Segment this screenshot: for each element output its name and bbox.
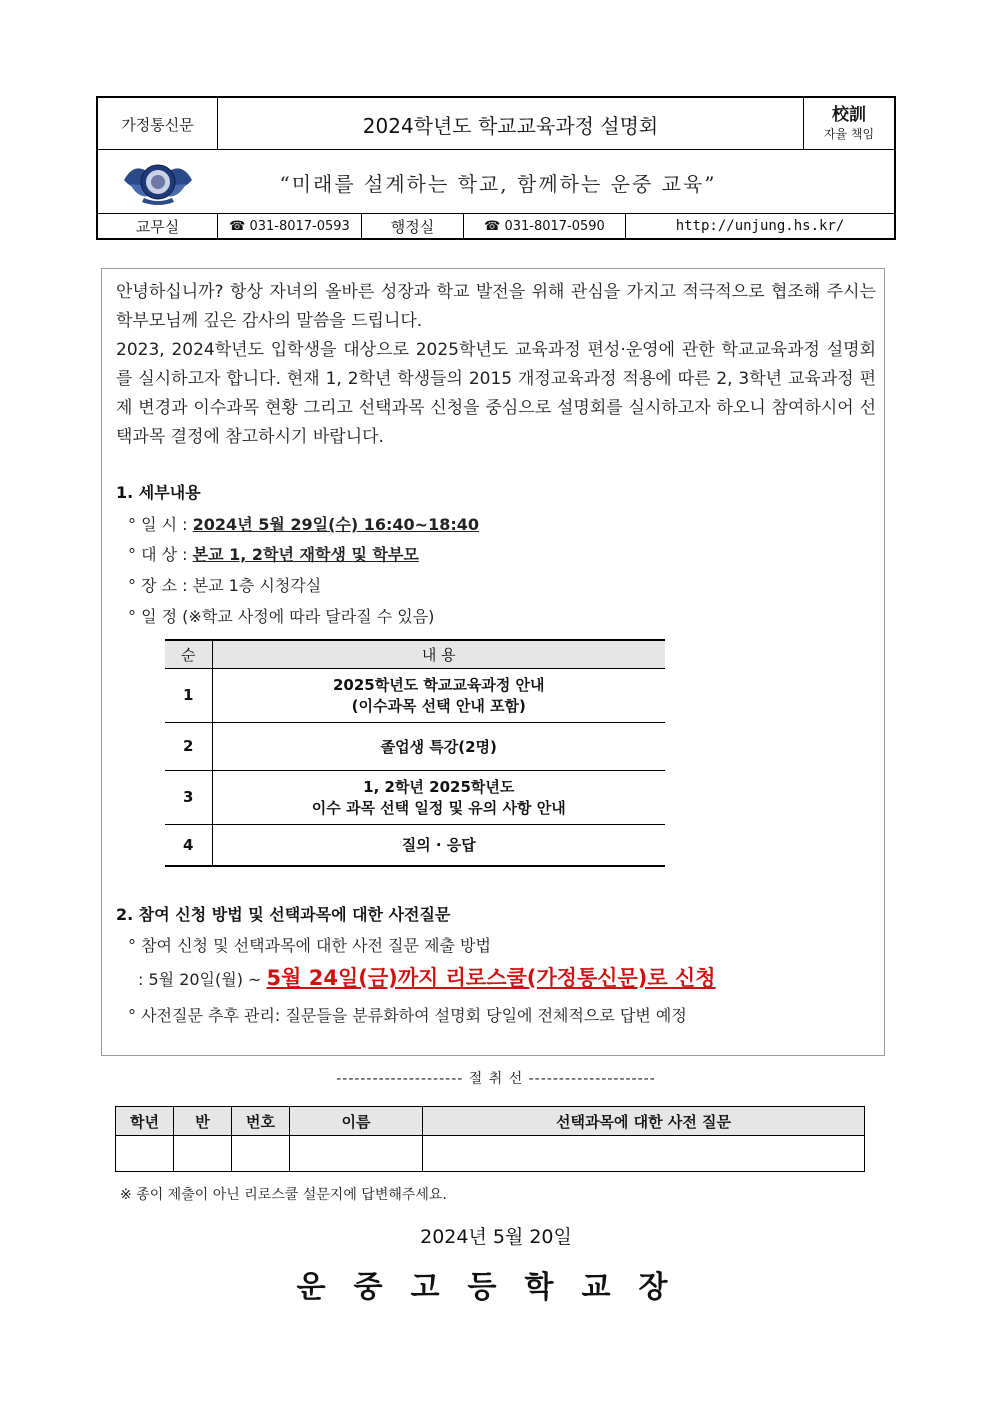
office2-phone: ☎ 031-8017-0590 — [464, 214, 626, 238]
table-row — [165, 668, 665, 722]
school-motto — [804, 98, 894, 150]
answer-header-row — [116, 1107, 865, 1136]
column-header-name: 이름 — [290, 1107, 423, 1136]
row-number: 2 — [165, 722, 212, 770]
section-2-heading: 2. 참여 신청 방법 및 선택과목에 대한 사전질문 — [116, 905, 451, 924]
row-content-line1: 2025학년도 학교교육과정 안내 — [332, 676, 545, 694]
document-type: 가정통신문 — [98, 98, 218, 150]
submission-note: ※ 종이 제출이 아닌 리로스쿨 설문지에 답변해주세요. — [120, 1187, 447, 1203]
grade-cell[interactable] — [116, 1136, 174, 1172]
target-item — [128, 542, 419, 565]
period-highlight: 5월 24일(금)까지 리로스쿨(가정통신문)로 신청 — [266, 966, 716, 990]
column-header-question: 선택과목에 대한 사전 질문 — [423, 1107, 865, 1136]
school-emblem-icon — [120, 154, 196, 210]
question-cell[interactable] — [423, 1136, 865, 1172]
target-value: 본교 1, 2학년 재학생 및 학부모 — [192, 545, 419, 564]
number-cell[interactable] — [232, 1136, 290, 1172]
row-content — [212, 770, 665, 824]
school-website-link[interactable]: http://unjung.hs.kr/ — [675, 218, 845, 234]
answer-input-row — [116, 1136, 865, 1172]
intro-paragraph-1: 안녕하십니까? 항상 자녀의 올바른 성장과 학교 발전을 위해 관심을 가지고 적극적으로 협조해 주시는 학부모님께 깊은 감사의 말씀을 드립니다. — [116, 282, 876, 331]
header-slogan-row — [98, 150, 894, 214]
row-content-line1: 1, 2학년 2025학년도 — [363, 778, 515, 796]
date-item — [128, 512, 479, 535]
office1-label: 교무실 — [98, 214, 218, 238]
document-title: 2024학년도 학교교육과정 설명회 — [218, 98, 804, 150]
class-cell[interactable] — [174, 1136, 232, 1172]
place-label: ° 장 소 : — [128, 576, 193, 595]
place-value: 본교 1층 시청각실 — [192, 576, 322, 595]
row-content-line2: 이수 과목 선택 일정 및 유의 사항 안내 — [311, 799, 566, 817]
office1-phone: ☎ 031-8017-0593 — [218, 214, 362, 238]
row-content-line1: 질의 · 응답 — [401, 836, 476, 855]
school-slogan: “미래를 설계하는 학교, 함께하는 운중 교육” — [279, 171, 717, 196]
application-period — [138, 962, 716, 992]
issue-date: 2024년 5월 20일 — [420, 1226, 572, 1248]
answer-table — [115, 1106, 865, 1172]
table-row — [165, 770, 665, 824]
table-row — [165, 824, 665, 866]
column-header-order: 순 — [165, 640, 212, 668]
followup-item: ° 사전질문 추후 관리: 질문들을 분류화하여 설명회 당일에 전체적으로 답변 예정 — [128, 1006, 687, 1025]
date-value: 2024년 5월 29일(수) 16:40~18:40 — [192, 515, 480, 534]
office2-label: 행정실 — [362, 214, 464, 238]
schedule-table — [165, 639, 665, 867]
place-item — [128, 573, 321, 596]
period-prefix: : 5월 20일(월) ~ — [138, 970, 267, 989]
principal-signature: 운중고등학교장 — [296, 1270, 696, 1305]
row-content-line2: (이수과목 선택 안내 포함) — [351, 697, 526, 715]
row-content — [212, 722, 665, 770]
column-header-content: 내 용 — [212, 640, 665, 668]
target-label: ° 대 상 : — [128, 545, 193, 564]
header-contact-row — [98, 214, 894, 238]
row-content — [212, 824, 665, 866]
header-title-row — [98, 98, 894, 150]
submission-method-item: ° 참여 신청 및 선택과목에 대한 사전 질문 제출 방법 — [128, 936, 491, 955]
motto-title: 校訓 — [832, 105, 866, 125]
schedule-header-row — [165, 640, 665, 668]
row-content-line1: 졸업생 특강(2명) — [380, 737, 497, 756]
date-label: ° 일 시 : — [128, 515, 193, 534]
column-header-grade: 학년 — [116, 1107, 174, 1136]
row-number: 1 — [165, 668, 212, 722]
section-1-heading: 1. 세부내용 — [116, 483, 201, 502]
schedule-label: ° 일 정 (※학교 사정에 따라 달라질 수 있음) — [128, 607, 435, 626]
name-cell[interactable] — [290, 1136, 423, 1172]
letter-header — [96, 96, 896, 240]
cut-line: --------------------- 절 취 선 --------------------- — [336, 1071, 656, 1087]
column-header-number: 번호 — [232, 1107, 290, 1136]
table-row — [165, 722, 665, 770]
row-content — [212, 668, 665, 722]
intro-paragraph-2: 2023, 2024학년도 입학생을 대상으로 2025학년도 교육과정 편성·운영에 관한 학교교육과정 설명회를 실시하고자 합니다. 현재 1, 2학년 학생들의 2015 개정교육과정 적용에 따른 2, 3학년 교육과정 편제 변경과 이수과목 현황 그리고 선택과목 신청을 중심으로 설명회를 실시하고자 하오니 참여하시어 선택과목 결정에 참고하시기 바랍니다. — [116, 340, 876, 447]
motto-text: 자율 책임 — [823, 127, 875, 141]
column-header-class: 반 — [174, 1107, 232, 1136]
row-number: 4 — [165, 824, 212, 866]
row-number: 3 — [165, 770, 212, 824]
